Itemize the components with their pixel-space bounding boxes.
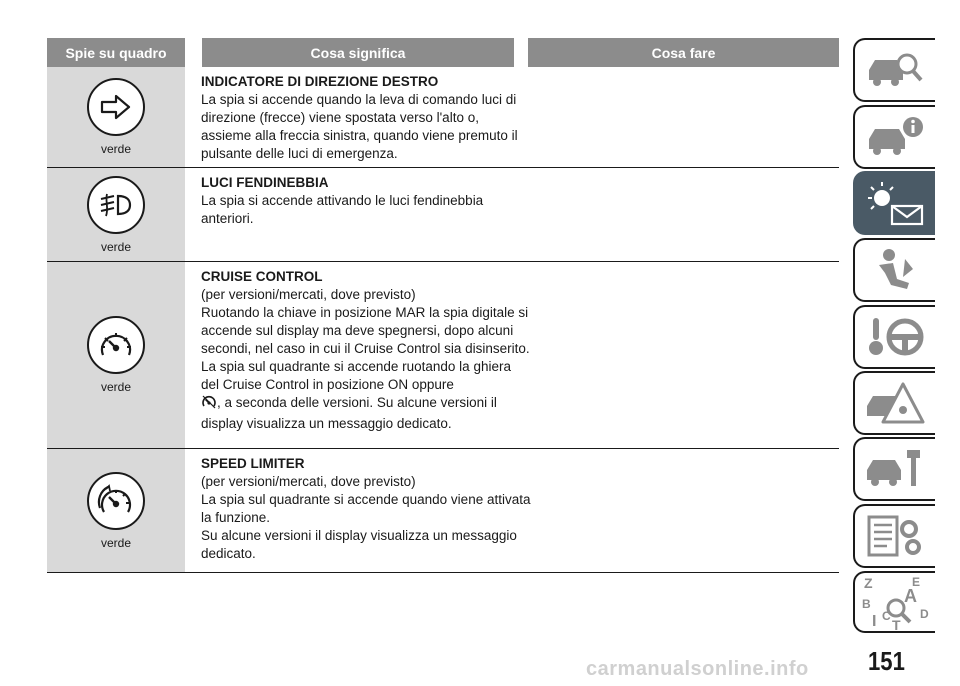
lamp-color-label: verde bbox=[100, 142, 132, 156]
index-letter: I bbox=[872, 613, 877, 630]
lamp-title: CRUISE CONTROL bbox=[201, 269, 323, 284]
meaning-cell bbox=[185, 168, 531, 261]
header-lights: Spie su quadro bbox=[47, 38, 185, 67]
lamp-title: LUCI FENDINEBBIA bbox=[201, 175, 329, 190]
right-arrow-icon bbox=[87, 78, 145, 136]
technical-data-icon bbox=[863, 511, 927, 561]
index-letter: E bbox=[912, 575, 921, 589]
lamp-description: La spia si accende quando la leva di comando luci di direzione (frecce) viene spostata verso l'alto o, assieme alla freccia sinistra, quando viene premuto il pulsante delle luci di emergenza. bbox=[201, 92, 518, 161]
page-number: 151 bbox=[868, 646, 905, 676]
tab-warning-lights[interactable] bbox=[853, 171, 935, 235]
tab-car-emergency[interactable] bbox=[853, 371, 935, 435]
header-meaning: Cosa significa bbox=[202, 38, 514, 67]
table-row bbox=[47, 449, 839, 573]
index-letter: A bbox=[904, 586, 917, 606]
tab-car-maintenance[interactable] bbox=[853, 437, 935, 501]
index-letter: D bbox=[920, 607, 929, 621]
header-action: Cosa fare bbox=[528, 38, 839, 67]
lamp-title: SPEED LIMITER bbox=[201, 456, 305, 471]
meaning-cell bbox=[185, 449, 531, 572]
table-row bbox=[47, 168, 839, 262]
lamp-cell bbox=[47, 449, 185, 572]
lamp-cell bbox=[47, 168, 185, 261]
lamp-color-label: verde bbox=[100, 535, 132, 550]
speed-limiter-icon bbox=[87, 472, 145, 530]
tab-alphabetical-index[interactable] bbox=[853, 571, 935, 633]
lamp-description: (per versioni/mercati, dove previsto) La spia sul quadrante si accende quando viene attivata la funzione. Su alcune versioni il display visualizza un messaggio dedicato. bbox=[201, 474, 531, 561]
cruise-control-inline-icon bbox=[201, 394, 217, 415]
car-info-icon bbox=[863, 113, 927, 161]
table-row bbox=[47, 67, 839, 168]
index-letter: T bbox=[892, 617, 901, 630]
lamp-description-part2: , a seconda delle versioni. Su alcune versioni il display visualizza un messaggio dedicato. bbox=[201, 395, 497, 431]
lamp-cell bbox=[47, 67, 185, 167]
index-letter: Z bbox=[864, 575, 873, 591]
index-letter: B bbox=[862, 597, 871, 611]
meaning-cell bbox=[185, 262, 531, 448]
watermark: carmanualsonline.info bbox=[586, 658, 809, 680]
lamp-cell bbox=[47, 262, 185, 448]
table-header bbox=[47, 38, 839, 67]
lamp-description bbox=[201, 286, 531, 433]
lamp-title: INDICATORE DI DIREZIONE DESTRO bbox=[201, 74, 439, 89]
warning-lights-icon bbox=[862, 178, 928, 228]
lamp-color-label: verde bbox=[100, 380, 132, 394]
tab-key-steering[interactable] bbox=[853, 305, 935, 369]
seat-airbag-icon bbox=[863, 245, 927, 295]
warning-lights-table bbox=[47, 38, 839, 573]
meaning-cell bbox=[185, 67, 531, 167]
lamp-description: La spia si accende attivando le luci fendinebbia anteriori. bbox=[201, 193, 484, 226]
lamp-color-label: verde bbox=[100, 239, 132, 254]
car-maintenance-icon bbox=[863, 444, 927, 494]
index-letter: C bbox=[882, 609, 891, 623]
tab-car-search[interactable] bbox=[853, 38, 935, 102]
tab-seat-airbag[interactable] bbox=[853, 238, 935, 302]
key-steering-wheel-icon bbox=[863, 312, 927, 362]
car-search-icon bbox=[863, 46, 927, 94]
car-emergency-icon bbox=[863, 378, 927, 428]
cruise-control-icon bbox=[87, 316, 145, 374]
front-fog-light-icon bbox=[87, 176, 145, 234]
tab-car-info[interactable] bbox=[853, 105, 935, 169]
lamp-description-part1: (per versioni/mercati, dove previsto) Ruotando la chiave in posizione MAR la spia digitale si accende sul display ma deve spegnersi, dopo alcuni secondi, nel caso in cui il Cruise Control sia disinserito. La spia sul quadrante si accende ruotando la ghiera del Cruise Control in posizione ON oppure bbox=[201, 287, 530, 392]
tab-technical-data[interactable] bbox=[853, 504, 935, 568]
alphabetical-index-icon bbox=[860, 574, 930, 630]
table-row bbox=[47, 262, 839, 449]
